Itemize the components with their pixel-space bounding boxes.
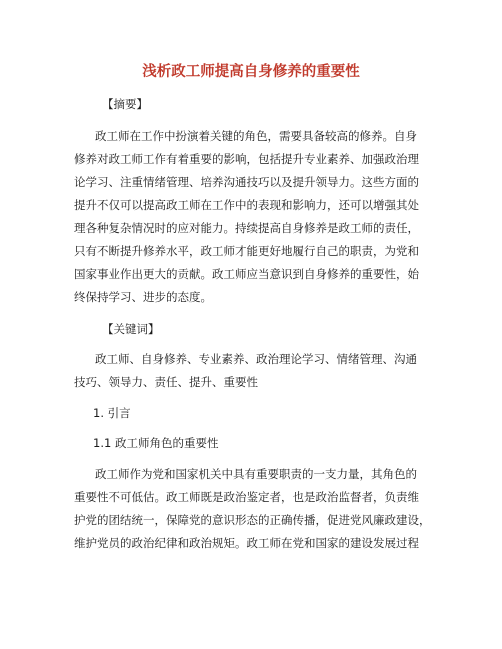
abstract-heading: 【摘要】: [102, 97, 148, 111]
subsection-heading: 1.1 政工师角色的重要性: [93, 436, 219, 450]
abstract-line: 政工师在工作中扮演着关键的角色，需要具备较高的修养。自身: [95, 129, 417, 143]
keywords-heading: 【关键词】: [102, 322, 160, 336]
document-title: 浅析政工师提高自身修养的重要性: [142, 64, 360, 80]
abstract-line: 终保持学习、进步的态度。: [74, 290, 212, 304]
keywords-line: 技巧、领导力、责任、提升、重要性: [74, 375, 258, 389]
abstract-line: 修养对政工师工作有着重要的影响，包括提升专业素养、加强政治理: [74, 152, 419, 166]
body-line: 护党的团结统一，保障党的意识形态的正确传播，促进党风廉政建设，: [74, 513, 431, 527]
abstract-line: 只有不断提升修养水平，政工师才能更好地履行自己的职责，为党和: [74, 244, 419, 258]
body-line: 政工师作为党和国家机关中具有重要职责的一支力量，其角色的: [95, 467, 417, 481]
abstract-line: 理各种复杂情况时的应对能力。持续提高自身修养是政工师的责任，: [74, 221, 419, 235]
abstract-line: 论学习、注重情绪管理、培养沟通技巧以及提升领导力。这些方面的: [74, 175, 419, 189]
abstract-line: 提升不仅可以提高政工师在工作中的表现和影响力，还可以增强其处: [74, 198, 419, 212]
section-heading: 1. 引言: [93, 406, 131, 420]
body-line: 维护党员的政治纪律和政治规矩。政工师在党和国家的建设发展过程: [74, 536, 419, 550]
abstract-line: 国家事业作出更大的贡献。政工师应当意识到自身修养的重要性，始: [74, 267, 419, 281]
body-line: 重要性不可低估。政工师既是政治鉴定者，也是政治监督者，负责维: [74, 490, 419, 504]
keywords-line: 政工师、自身修养、专业素养、政治理论学习、情绪管理、沟通: [95, 352, 417, 366]
